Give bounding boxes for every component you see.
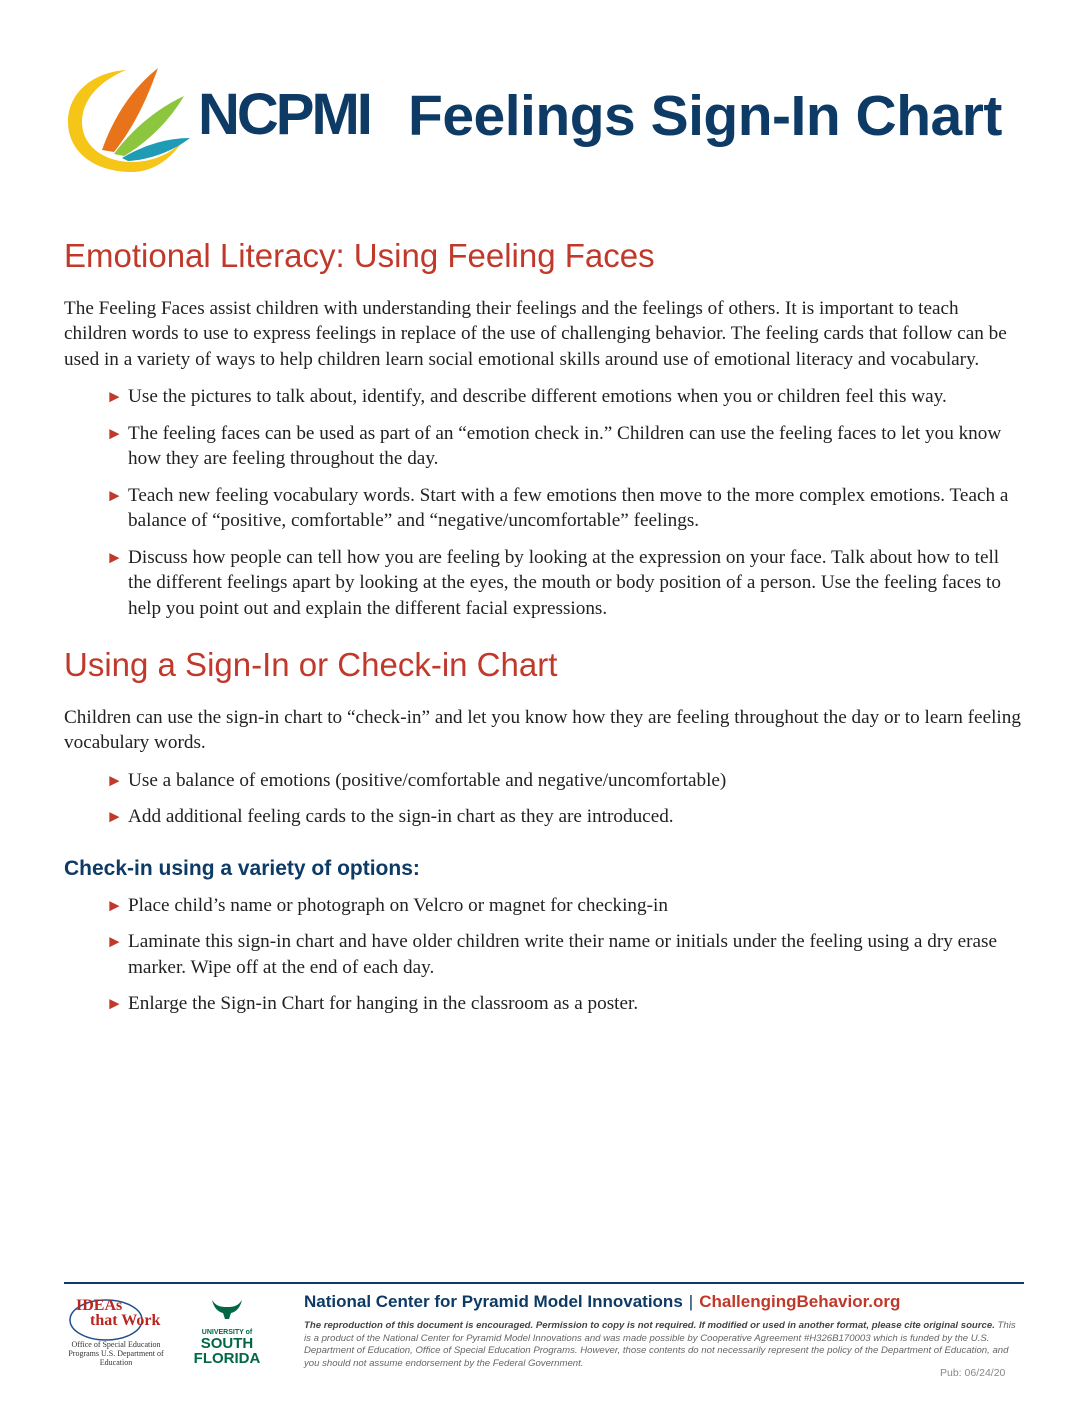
bullet-arrow-icon: ►: [106, 485, 123, 505]
list-item: [106, 929, 1024, 980]
list-item-text: The feeling faces can be used as part of an “emotion check in.” Children can use the feeling faces to let you know how they are feeling throughout the day.: [128, 422, 1002, 470]
list-item-text: Use the pictures to talk about, identify, and describe different emotions when you or children feel this way.: [128, 386, 947, 408]
list-item-text: Discuss how people can tell how you are feeling by looking at the expression on your face. Talk about how to tell the different feelings apart by looking at the eyes, the mouth or body position of a person. Use the feeling faces to help you point out and explain the different facial expressions.: [128, 546, 1001, 619]
list-item: [106, 421, 1024, 472]
bullet-arrow-icon: ►: [106, 994, 123, 1014]
bullet-arrow-icon: ►: [106, 807, 123, 827]
footer-separator: |: [688, 1292, 694, 1311]
usf-bull-icon: [210, 1296, 244, 1320]
list-item: [106, 804, 1024, 830]
list-item: [106, 545, 1024, 622]
footer-website-link[interactable]: ChallengingBehavior.org: [699, 1292, 901, 1311]
bullet-list: [106, 893, 1024, 1017]
footer-org-name: National Center for Pyramid Model Innovations: [304, 1292, 683, 1311]
bullet-arrow-icon: ►: [106, 932, 123, 952]
ideas-that-work-logo: [66, 1294, 166, 1372]
usf-logo: [190, 1296, 264, 1372]
usf-logo-line2: FLORIDA: [193, 1350, 261, 1367]
ideas-logo-line1: IDEAs: [76, 1297, 123, 1314]
footer-organization-line: [304, 1292, 900, 1312]
usf-logo-line1: SOUTH: [200, 1335, 254, 1352]
ncpmi-logo-icon: [62, 62, 192, 182]
list-item-text: Add additional feeling cards to the sign-in chart as they are introduced.: [128, 806, 674, 828]
bullet-arrow-icon: ►: [106, 895, 123, 915]
bullet-arrow-icon: ►: [106, 423, 123, 443]
list-item: [106, 768, 1024, 794]
list-item: [106, 483, 1024, 534]
list-item-text: Teach new feeling vocabulary words. Start with a few emotions then move to the more complex emotions. Teach a balance of “positive, comfortable” and “negative/uncomfortable” feelings.: [128, 484, 1009, 532]
bullet-arrow-icon: ►: [106, 387, 123, 407]
ideas-logo-subtitle: Office of Special Education Programs U.S. Department of Education: [68, 1340, 164, 1367]
section-intro-paragraph: The Feeling Faces assist children with understanding their feelings and the feelings of others. It is important to teach children words to use to express feelings in replace of the use of challenging behavior. The feeling cards that follow can be used in a variety of ways to help children learn social emotional skills around use of emotional literacy and vocabulary.: [64, 297, 1007, 370]
section-intro-paragraph: Children can use the sign-in chart to “check-in” and let you know how they are feeling throughout the day or to learn feeling vocabulary words.: [64, 706, 1021, 754]
ncpmi-wordmark: NCPMI: [198, 82, 370, 147]
page-header: [62, 58, 1042, 188]
page-title: Feelings Sign-In Chart: [408, 84, 1002, 148]
section-heading-emotional-literacy: Emotional Literacy: Using Feeling Faces: [64, 237, 655, 274]
bullet-list: [106, 384, 1024, 621]
footer-legal-text: [304, 1320, 1022, 1370]
footer-legal-rest: This is a product of the National Center for Pyramid Model Innovations and was made possible by Cooperative Agreement #H326B170003 which is funded by the U.S. Department of Education, Office of Special Education Programs. However, those contents do not necessarily represent the policy of the Department of Education, and you should not assume endorsement by the Federal Government.: [304, 1320, 1016, 1369]
section-heading-sign-in-chart: Using a Sign-In or Check-in Chart: [64, 646, 558, 684]
ideas-logo-line2: that Work: [90, 1312, 161, 1329]
subheading-check-in-options: Check-in using a variety of options:: [64, 856, 420, 880]
ideas-logo-text: [76, 1298, 160, 1328]
usf-logo-small-text: UNIVERSITY of: [201, 1329, 253, 1336]
footer-legal-bold: The reproduction of this document is encouraged. Permission to copy is not required. If modified or used in another format, please cite original source.: [304, 1320, 995, 1331]
publication-date: Pub: 06/24/20: [940, 1367, 1006, 1379]
list-item: [106, 991, 1024, 1017]
list-item-text: Enlarge the Sign-in Chart for hanging in the classroom as a poster.: [128, 993, 639, 1015]
list-item-text: Place child’s name or photograph on Velcro or magnet for checking-in: [128, 894, 668, 916]
list-item: [106, 893, 1024, 919]
footer-divider: [64, 1282, 1024, 1284]
bullet-list: [106, 768, 1024, 830]
list-item-text: Use a balance of emotions (positive/comfortable and negative/uncomfortable): [128, 769, 727, 791]
list-item: [106, 384, 1024, 410]
main-content: [64, 236, 1024, 1028]
list-item-text: Laminate this sign-in chart and have older children write their name or initials under the feeling using a dry erase marker. Wipe off at the end of each day.: [128, 931, 998, 978]
bullet-arrow-icon: ►: [106, 547, 123, 567]
bullet-arrow-icon: ►: [106, 770, 123, 790]
